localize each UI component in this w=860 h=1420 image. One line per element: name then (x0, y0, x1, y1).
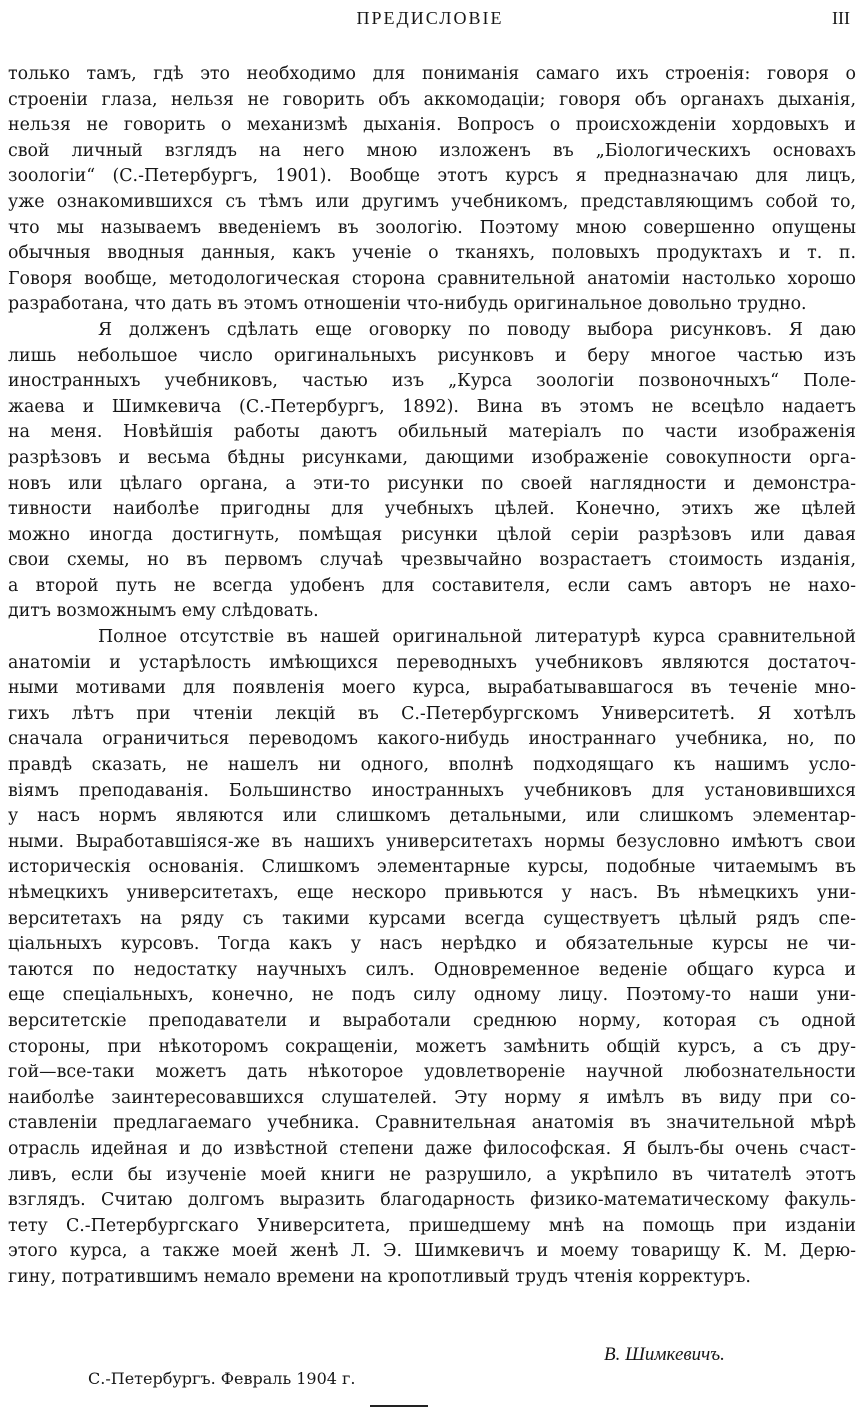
text-line: Говоря вообще, методологическая сторона сравнительной анатоміи настолько хорошо (8, 268, 856, 289)
text-line: что мы называемъ введеніемъ въ зоологію. Поэтому мною совершенно опущены (8, 217, 856, 238)
text-line: уже ознакомившихся съ тѣмъ или другимъ учебникомъ, представляющимъ собой то, (8, 191, 856, 212)
text-line: на меня. Новѣйшія работы даютъ обильный матеріалъ по части изображенія (8, 422, 856, 443)
text-line: стороны, при нѣкоторомъ сокращеніи, можетъ замѣнить общій курсъ, а съ дру- (8, 1036, 856, 1057)
text-line: анатоміи и устарѣлость имѣющихся переводныхъ учебниковъ являются достаточ- (8, 652, 856, 673)
text-line: верситетахъ на ряду съ такими курсами всегда существуетъ цѣлый рядъ спе- (8, 908, 856, 929)
text-line: можно иногда достигнуть, помѣщая рисунки цѣлой серіи разрѣзовъ или давая (8, 524, 856, 545)
running-header (0, 8, 860, 32)
text-line: гой—все-таки можетъ дать нѣкоторое удовлетвореніе научной любознательности (8, 1062, 856, 1083)
place-and-date: С.-Петербургъ. Февраль 1904 г. (88, 1369, 356, 1388)
text-line: нельзя не говорить о механизмѣ дыханія. Вопросъ о происхожденіи хордовыхъ и (8, 115, 856, 136)
text-line: еще спеціальныхъ, конечно, не подъ силу одному лицу. Поэтому-то наши уни- (8, 985, 856, 1006)
text-line: иностранныхъ учебниковъ, частью изъ „Курса зоологіи позвоночныхъ“ Поле- (8, 371, 856, 392)
text-line: этого курса, а также моей женѣ Л. Э. Шимкевичъ и моему товарищу К. М. Дерю- (8, 1241, 856, 1262)
text-line: обычныя вводныя данныя, какъ ученіе о тканяхъ, половыхъ продуктахъ и т. п. (8, 243, 856, 264)
closing-rule (370, 1405, 428, 1407)
text-line: свои схемы, но въ первомъ случаѣ чрезвычайно возрастаетъ стоимость изданія, (8, 550, 856, 571)
text-line: зоологіи“ (С.-Петербургъ, 1901). Вообще этотъ курсъ я предназначаю для лицъ, (8, 166, 856, 187)
text-line: гину, потратившимъ немало времени на кропотливый трудъ чтенія корректуръ. (8, 1266, 751, 1287)
text-line: нѣмецкихъ университетахъ, еще нескоро привьются у насъ. Въ нѣмецкихъ уни- (8, 883, 856, 903)
text-line: наиболѣе заинтересовавшихся слушателей. Эту норму я имѣлъ въ виду при со- (8, 1087, 856, 1108)
text-line: ливъ, если бы изученіе моей книги не разрушило, а укрѣпило въ читателѣ этотъ (8, 1164, 856, 1185)
text-line: віямъ преподаванія. Большинство иностранныхъ учебниковъ для установившихся (8, 780, 856, 801)
text-line: таются по недостатку научныхъ силъ. Одновременное веденіе общаго курса и (8, 959, 856, 980)
text-line: отрасль идейная и до извѣстной степени даже философская. Я былъ-бы очень счаст- (8, 1138, 856, 1159)
text-line: жаева и Шимкевича (С.-Петербургъ, 1892). Вина въ этомъ не всецѣло надаетъ (8, 396, 856, 417)
text-line: дитъ возможнымъ ему слѣдовать. (8, 601, 319, 622)
text-line: разрѣзовъ и весьма бѣдны рисунками, дающими изображеніе совокупности орга- (8, 447, 856, 468)
text-line: взглядъ. Считаю долгомъ выразить благодарность физико-математическому факуль- (8, 1190, 856, 1211)
text-line: лишь небольшое число оригинальныхъ рисунковъ и беру многое частью изъ (8, 345, 856, 366)
text-line: гихъ лѣтъ при чтеніи лекцій въ С.-Петербургскомъ Университетѣ. Я хотѣлъ (8, 703, 856, 724)
preface-body (8, 62, 856, 1291)
text-line: ными. Выработавшіяся-же въ нашихъ университетахъ нормы безусловно имѣютъ свои (8, 831, 856, 852)
text-line: правдѣ сказать, не нашелъ ни одного, вполнѣ подходящаго къ нашимъ усло- (8, 755, 856, 776)
text-line: тету С.-Петербургскаго Университета, пришедшему мнѣ на помощь при изданіи (8, 1215, 856, 1236)
text-line: историческія основанія. Слишкомъ элементарные курсы, подобные читаемымъ въ (8, 857, 856, 878)
paragraph-first-line: Полное отсутствіе въ нашей оригинальной литературѣ курса сравнительной (98, 627, 856, 648)
text-line: ціальныхъ курсовъ. Тогда какъ у насъ нерѣдко и обязательные курсы не чи- (8, 934, 856, 955)
text-line: а второй путь не всегда удобенъ для составителя, если самъ авторъ не нахо- (8, 575, 856, 596)
text-line: тивности наиболѣе пригодны для учебныхъ цѣлей. Конечно, этихъ же цѣлей (8, 499, 856, 520)
page-title: ПРЕДИСЛОВІЕ (356, 8, 504, 28)
text-line: строеніи глаза, нельзя не говорить объ аккомодаціи; говоря объ органахъ дыханія, (8, 89, 856, 110)
text-line: верситетскіе преподаватели и выработали среднюю норму, которая съ одной (8, 1010, 856, 1031)
text-line: у насъ нормъ являются или слишкомъ детальными, или слишкомъ элементар- (8, 806, 856, 827)
text-line: свой личный взглядъ на него мною изложенъ въ „Біологическихъ основахъ (8, 140, 856, 161)
page-number: III (832, 8, 850, 28)
paragraph-first-line: Я долженъ сдѣлать еще оговорку по поводу выбора рисунковъ. Я даю (98, 319, 856, 340)
text-line: новъ или цѣлаго органа, а эти-то рисунки по своей наглядности и демонстра- (8, 473, 856, 494)
text-line: ставленіи предлагаемаго учебника. Сравнительная анатомія въ значительной мѣрѣ (8, 1113, 856, 1134)
author-signature: В. Шимкевичъ. (604, 1344, 725, 1365)
text-line: только тамъ, гдѣ это необходимо для пониманія самаго ихъ строенія: говоря о (8, 64, 856, 84)
text-line: ными мотивами для появленія моего курса, вырабатывавшагося въ теченіе мно- (8, 678, 856, 699)
text-line: сначала ограничиться переводомъ какого-нибудь иностраннаго учебника, но, по (8, 729, 856, 750)
text-line: разработана, что дать въ этомъ отношеніи что-нибудь оригинальное довольно трудно. (8, 294, 807, 315)
